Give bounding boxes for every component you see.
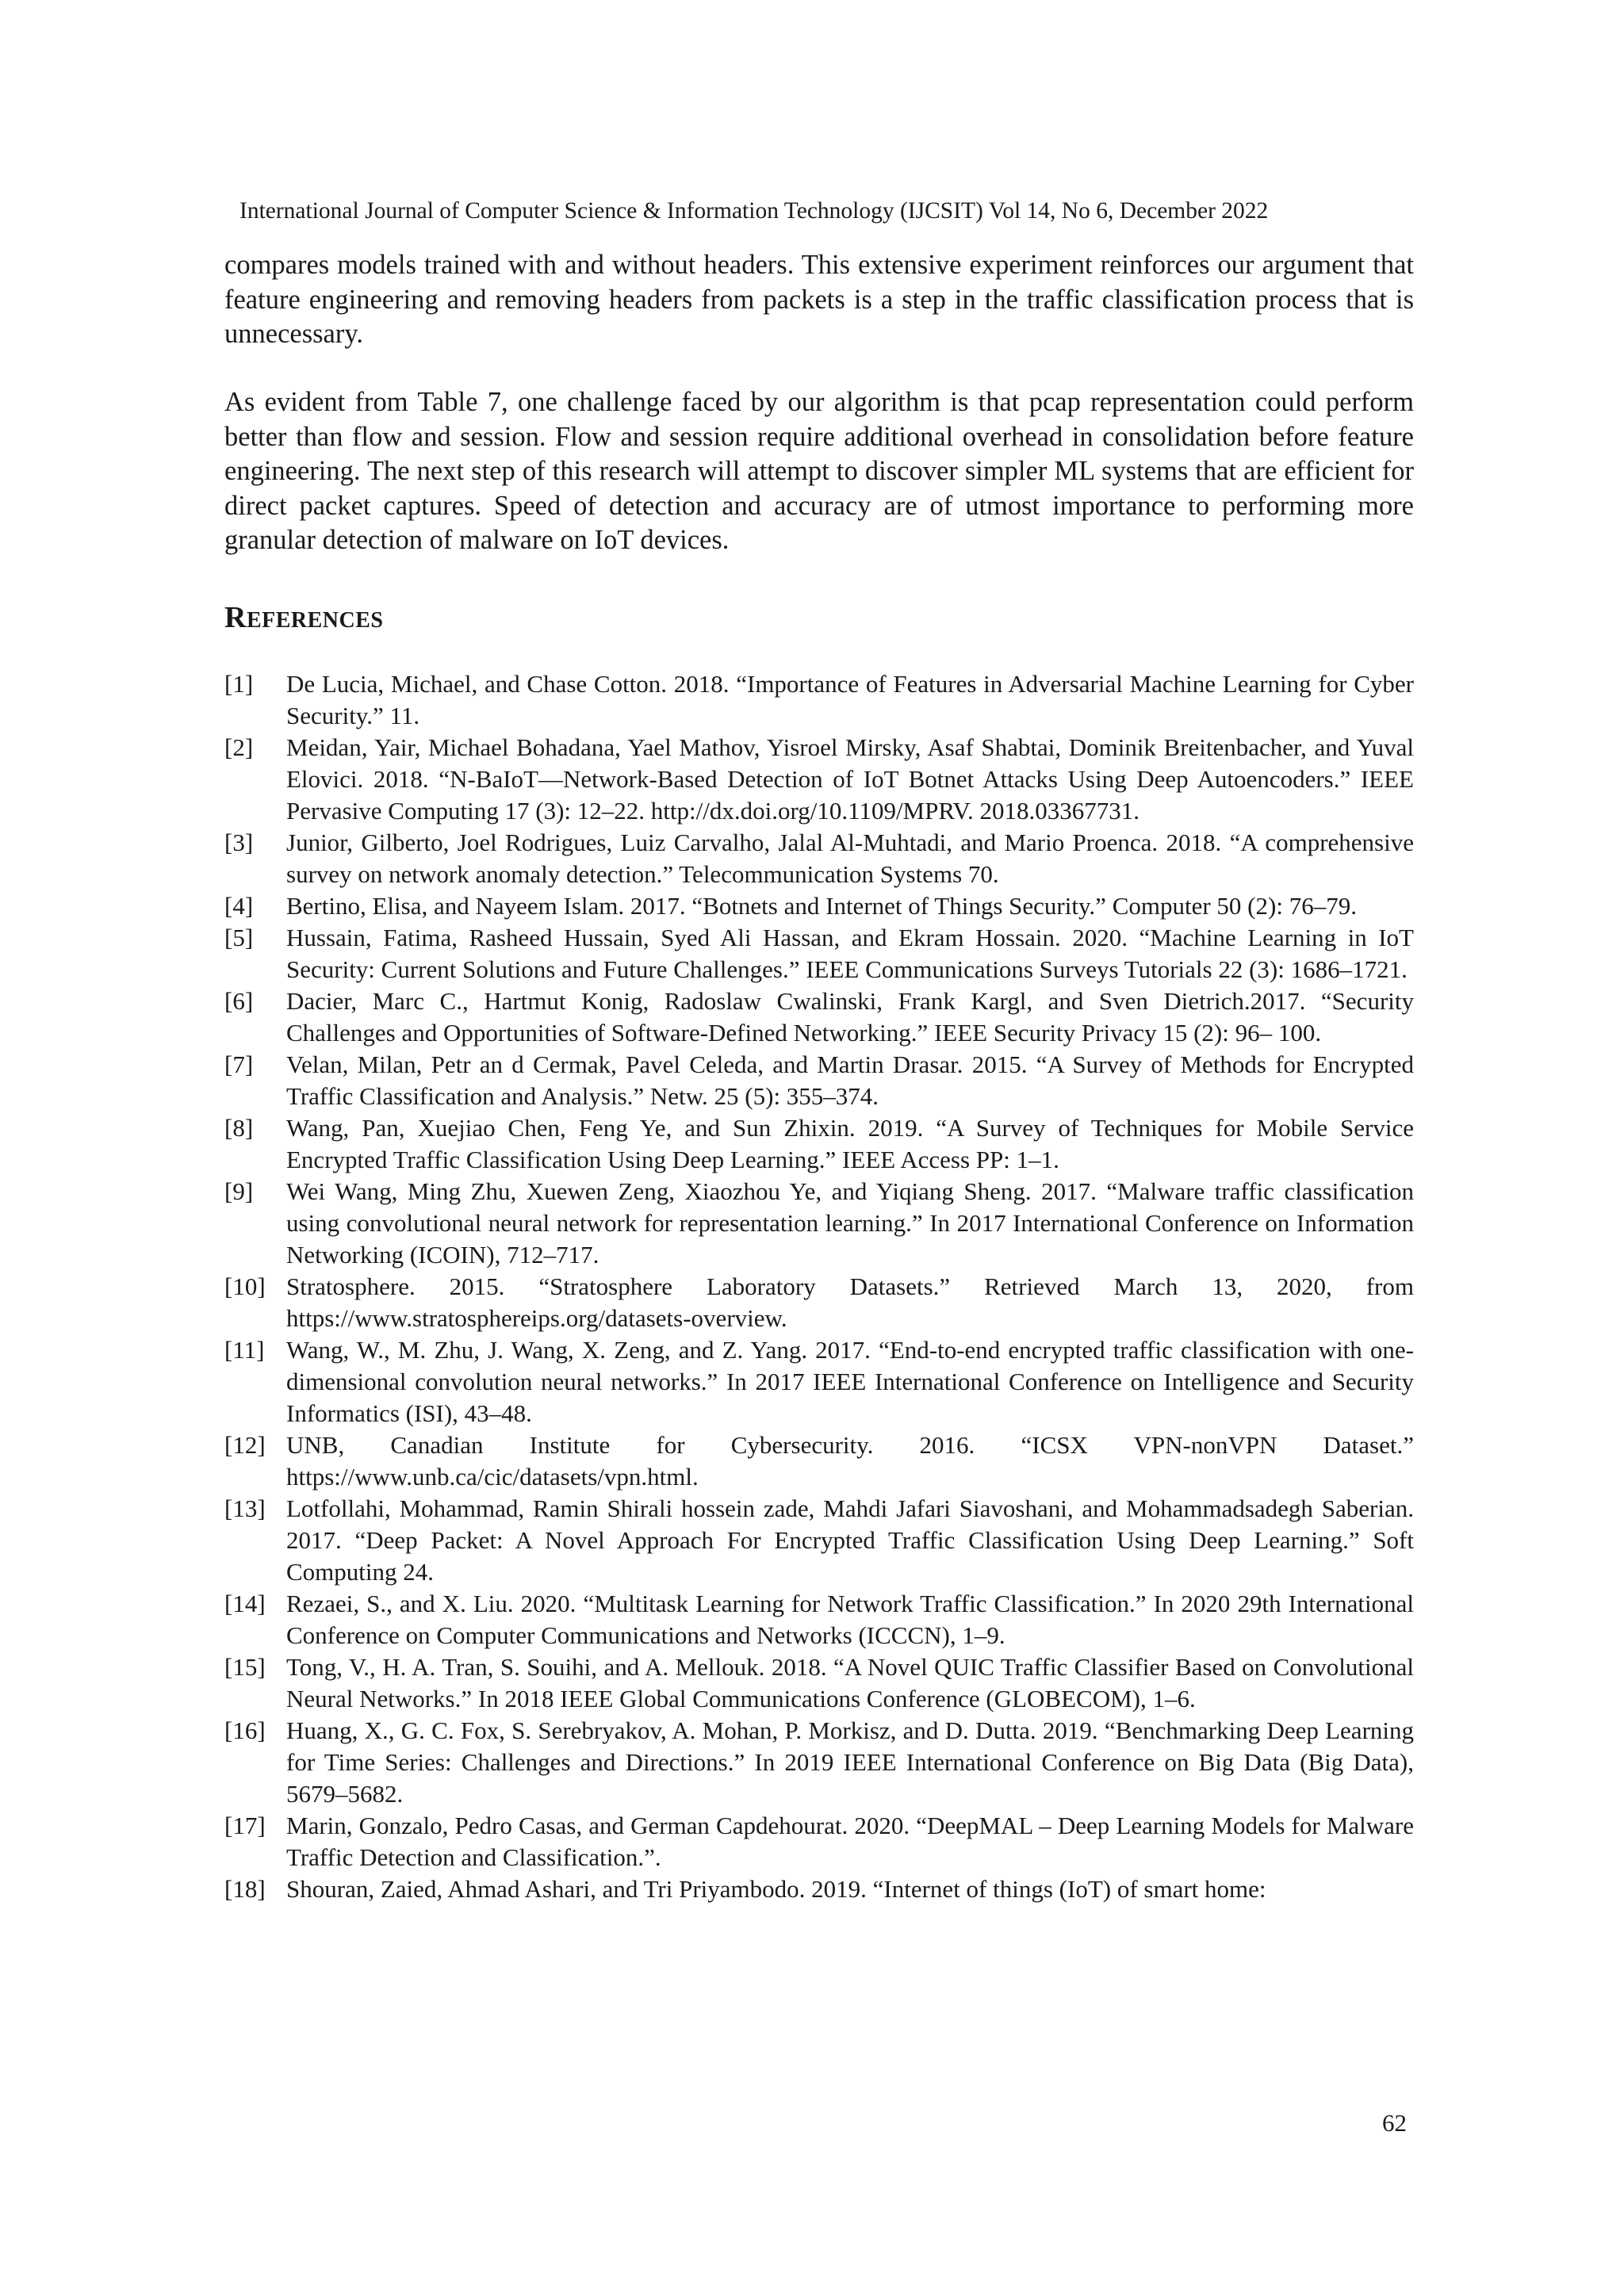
reference-text: Wang, W., M. Zhu, J. Wang, X. Zeng, and Z. Yang. 2017. “End-to-end encrypted traffic classification with one-dimensional convolution neural networks.” In 2017 IEEE International Conference on Intelligence and Security Informatics (ISI), 43–48. [286, 1336, 1414, 1427]
reference-item [224, 1810, 1414, 1873]
reference-text: De Lucia, Michael, and Chase Cotton. 2018. “Importance of Features in Adversarial Machine Learning for Cyber Security.” 11. [286, 670, 1414, 729]
body-paragraph: As evident from Table 7, one challenge faced by our algorithm is that pcap representation could perform better than flow and session. Flow and session require additional overhead in consolidation before feature engineering. The next step of this research will attempt to discover simpler ML systems that are efficient for direct packet captures. Speed of detection and accuracy are of utmost importance to performing more granular detection of malware on IoT devices. [224, 387, 1414, 555]
reference-list [224, 668, 1414, 1905]
reference-text: Bertino, Elisa, and Nayeem Islam. 2017. “Botnets and Internet of Things Security.” Computer 50 (2): 76–79. [286, 892, 1357, 920]
reference-text: Rezaei, S., and X. Liu. 2020. “Multitask Learning for Network Traffic Classification.” In 2020 29th International Conference on Computer Communications and Networks (ICCCN), 1–9. [286, 1590, 1414, 1649]
page-number: 62 [1382, 2109, 1407, 2137]
reference-number: [15] [224, 1653, 266, 1681]
reference-item [224, 1334, 1414, 1429]
reference-text: Tong, V., H. A. Tran, S. Souihi, and A. Mellouk. 2018. “A Novel QUIC Traffic Classifier Based on Convolutional Neural Networks.” In 2018 IEEE Global Communications Conference (GLOBECOM), 1–6. [286, 1653, 1414, 1712]
reference-number: [14] [224, 1590, 266, 1617]
reference-text: Hussain, Fatima, Rasheed Hussain, Syed Ali Hassan, and Ekram Hossain. 2020. “Machine Learning in IoT Security: Current Solutions and Future Challenges.” IEEE Communications Surveys Tutorials 22 (3): 1686–1721. [286, 924, 1414, 983]
reference-number: [11] [224, 1336, 265, 1364]
reference-text: Marin, Gonzalo, Pedro Casas, and German Capdehourat. 2020. “DeepMAL – Deep Learning Models for Malware Traffic Detection and Classification.”. [286, 1812, 1414, 1871]
reference-item [224, 922, 1414, 985]
reference-number: [18] [224, 1875, 266, 1903]
reference-text: Huang, X., G. C. Fox, S. Serebryakov, A. Mohan, P. Morkisz, and D. Dutta. 2019. “Benchmarking Deep Learning for Time Series: Challenges and Directions.” In 2019 IEEE International Conference on Big Data (Big Data), 5679–5682. [286, 1716, 1414, 1808]
reference-number: [2] [224, 733, 254, 761]
reference-text: UNB, Canadian Institute for Cybersecurity. 2016. “ICSX VPN-nonVPN Dataset.” https://www.unb.ca/cic/datasets/vpn.html. [286, 1431, 1414, 1490]
reference-item [224, 1429, 1414, 1493]
reference-number: [16] [224, 1716, 266, 1744]
reference-number: [6] [224, 987, 254, 1015]
reference-number: [17] [224, 1812, 266, 1839]
reference-text: Stratosphere. 2015. “Stratosphere Laboratory Datasets.” Retrieved March 13, 2020, from https://www.stratosphereips.org/datasets-overview. [286, 1272, 1414, 1332]
reference-text: Velan, Milan, Petr an d Cermak, Pavel Celeda, and Martin Drasar. 2015. “A Survey of Methods for Encrypted Traffic Classification and Analysis.” Netw. 25 (5): 355–374. [286, 1050, 1414, 1110]
reference-item [224, 827, 1414, 890]
reference-item [224, 1588, 1414, 1651]
references-heading-initial: R [224, 601, 247, 634]
reference-item [224, 890, 1414, 922]
reference-number: [4] [224, 892, 254, 920]
reference-text: Junior, Gilberto, Joel Rodrigues, Luiz Carvalho, Jalal Al-Muhtadi, and Mario Proenca. 2018. “A comprehensive survey on network anomaly detection.” Telecommunication Systems 70. [286, 828, 1414, 888]
reference-text: Wang, Pan, Xuejiao Chen, Feng Ye, and Sun Zhixin. 2019. “A Survey of Techniques for Mobile Service Encrypted Traffic Classification Using Deep Learning.” IEEE Access PP: 1–1. [286, 1114, 1414, 1173]
reference-number: [9] [224, 1177, 254, 1205]
reference-item [224, 1493, 1414, 1588]
reference-item [224, 1176, 1414, 1271]
reference-item [224, 1271, 1414, 1334]
reference-number: [12] [224, 1431, 266, 1459]
reference-item [224, 1112, 1414, 1176]
reference-number: [3] [224, 828, 254, 856]
running-header: International Journal of Computer Science & Information Technology (IJCSIT) Vol 14, No 6, December 2022 [239, 198, 1269, 224]
reference-number: [7] [224, 1050, 254, 1078]
reference-item [224, 1873, 1414, 1905]
reference-item [224, 668, 1414, 732]
reference-item [224, 1049, 1414, 1112]
reference-text: Meidan, Yair, Michael Bohadana, Yael Mathov, Yisroel Mirsky, Asaf Shabtai, Dominik Breitenbacher, and Yuval Elovici. 2018. “N-BaIoT—Network-Based Detection of IoT Botnet Attacks Using Deep Autoencoders.” IEEE Pervasive Computing 17 (3): 12–22. http://dx.doi.org/10.1109/MPRV. 2018.03367731. [286, 733, 1414, 825]
reference-number: [5] [224, 924, 254, 951]
references-heading [224, 600, 384, 635]
reference-number: [8] [224, 1114, 254, 1142]
reference-text: Lotfollahi, Mohammad, Ramin Shirali hossein zade, Mahdi Jafari Siavoshani, and Mohammadsadegh Saberian. 2017. “Deep Packet: A Novel Approach For Encrypted Traffic Classification Using Deep Learning.” Soft Computing 24. [286, 1494, 1414, 1586]
reference-item [224, 1651, 1414, 1715]
reference-item [224, 1715, 1414, 1810]
reference-text: Dacier, Marc C., Hartmut Konig, Radoslaw Cwalinski, Frank Kargl, and Sven Dietrich.2017. “Security Challenges and Opportunities of Software-Defined Networking.” IEEE Security Privacy 15 (2): 96– 100. [286, 987, 1414, 1047]
reference-number: [1] [224, 670, 254, 698]
body-paragraph: compares models trained with and without headers. This extensive experiment reinforces our argument that feature engineering and removing headers from packets is a step in the traffic classification process that is unnecessary. [224, 250, 1414, 349]
reference-number: [13] [224, 1494, 266, 1522]
reference-text: Shouran, Zaied, Ahmad Ashari, and Tri Priyambodo. 2019. “Internet of things (IoT) of smart home: [286, 1875, 1266, 1903]
reference-item [224, 732, 1414, 827]
reference-number: [10] [224, 1272, 266, 1300]
reference-item [224, 985, 1414, 1049]
reference-text: Wei Wang, Ming Zhu, Xuewen Zeng, Xiaozhou Ye, and Yiqiang Sheng. 2017. “Malware traffic classification using convolutional neural network for representation learning.” In 2017 International Conference on Information Networking (ICOIN), 712–717. [286, 1177, 1414, 1269]
references-heading-rest: EFERENCES [246, 608, 384, 633]
